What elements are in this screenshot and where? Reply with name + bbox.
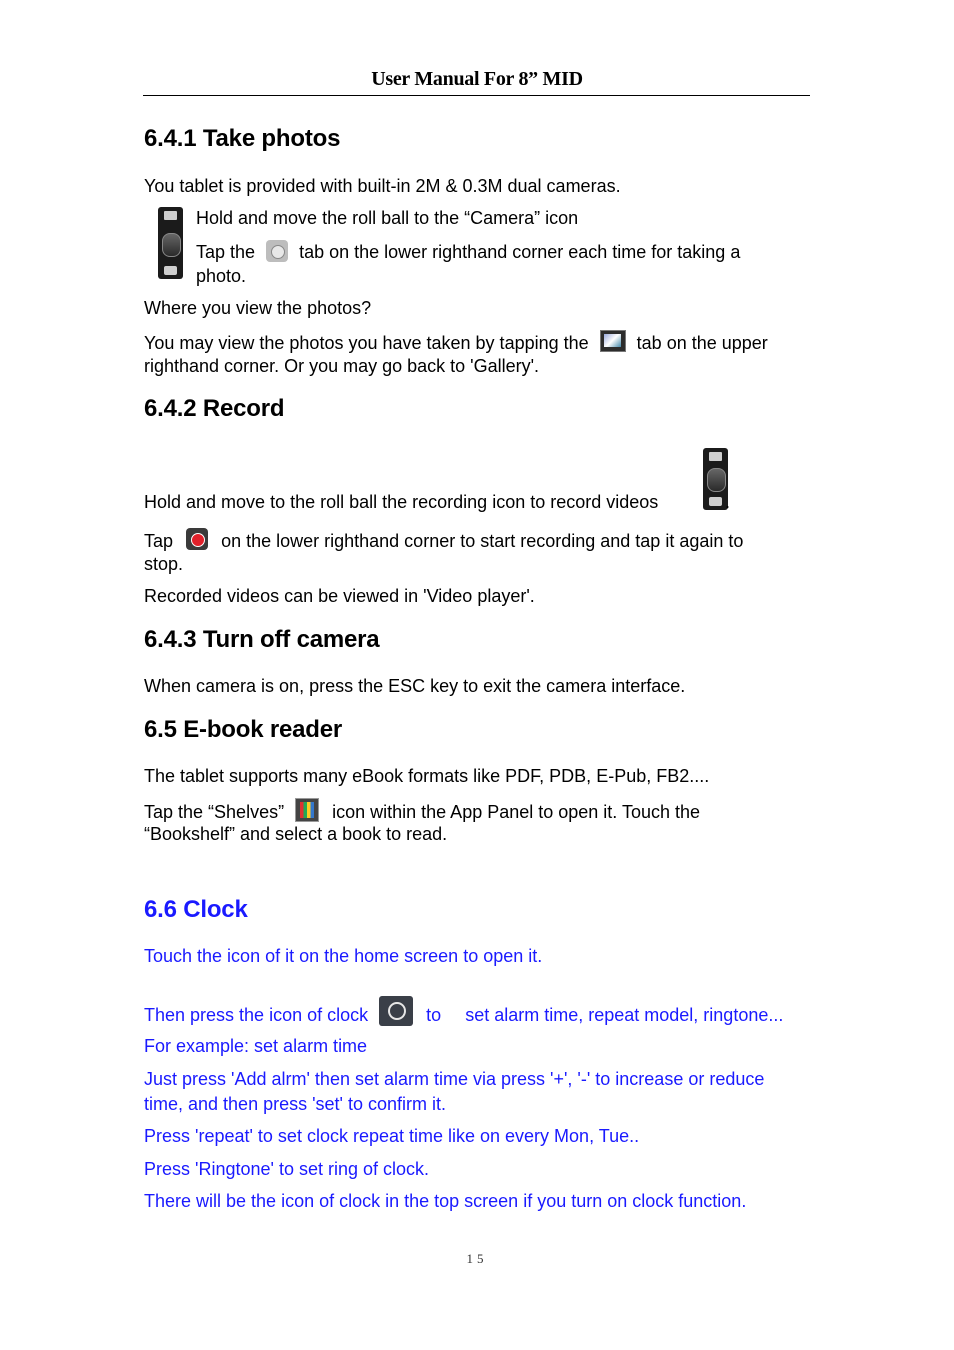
- ebook-line1: The tablet supports many eBook formats like PDF, PDB, E-Pub, FB2....: [144, 766, 710, 786]
- text: Tap the: [196, 242, 256, 262]
- take-photos-view-cont: righthand corner. Or you may go back to 'Gallery'.: [144, 356, 540, 376]
- clock-line1: Touch the icon of it on the home screen to open it.: [144, 946, 543, 966]
- ebook-line2-cont: “Bookshelf” and select a book to read.: [144, 824, 448, 844]
- turn-off-line1: When camera is on, press the ESC key to exit the camera interface.: [144, 676, 686, 696]
- take-photos-intro: You tablet is provided with built-in 2M & 0.3M dual cameras.: [144, 176, 621, 196]
- take-photos-question: Where you view the photos?: [144, 298, 372, 318]
- clock-line5: Press 'repeat' to set clock repeat time like on every Mon, Tue..: [144, 1126, 640, 1146]
- record-viewed: Recorded videos can be viewed in 'Video player'.: [144, 586, 535, 606]
- clock-line3: For example: set alarm time: [144, 1036, 368, 1056]
- text: on the lower righthand corner to start recording and tap it again to: [221, 530, 744, 551]
- text: Then press the icon of clock: [144, 1004, 369, 1025]
- page-number: 15: [466, 1251, 488, 1266]
- alarm-clock-icon: [379, 996, 413, 1026]
- text: You may view the photos you have taken by tapping the: [144, 332, 589, 353]
- text: tab on the lower righthand corner each time for taking a: [299, 242, 741, 262]
- camera-video-switch-icon: [158, 207, 183, 279]
- section-heading-ebook-reader: 6.5 E-book reader: [144, 716, 343, 743]
- text: Tap the “Shelves”: [144, 801, 285, 822]
- clock-line2: [144, 996, 783, 1036]
- clock-line6: Press 'Ringtone' to set ring of clock.: [144, 1159, 430, 1179]
- shelves-icon: [295, 798, 319, 822]
- section-heading-clock: 6.6 Clock: [144, 896, 248, 923]
- record-icon: [186, 528, 208, 550]
- section-heading-turn-off-camera: 6.4.3 Turn off camera: [144, 626, 380, 653]
- record-tap: [144, 528, 743, 556]
- clock-line4: Just press 'Add alrm' then set alarm time via press '+', '-' to increase or reduce: [144, 1069, 765, 1089]
- take-photos-step2-cont: photo.: [196, 266, 247, 286]
- section-heading-record: 6.4.2 Record: [144, 395, 285, 422]
- gallery-icon: [600, 330, 626, 352]
- clock-line7: There will be the icon of clock in the top screen if you turn on clock function.: [144, 1191, 747, 1211]
- take-photos-step2: [196, 240, 740, 266]
- record-tap-cont: stop.: [144, 554, 184, 574]
- section-heading-take-photos: 6.4.1 Take photos: [144, 125, 341, 152]
- text: tab on the upper: [636, 332, 768, 353]
- clock-line4-cont: time, and then press 'set' to confirm it.: [144, 1094, 447, 1114]
- record-line1-end: .: [725, 492, 731, 512]
- page-header-title: User Manual For 8” MID: [371, 68, 583, 90]
- text: to: [426, 1004, 442, 1025]
- text: Tap: [144, 530, 174, 551]
- text: set alarm time, repeat model, ringtone...: [465, 1004, 784, 1025]
- shutter-icon: [266, 240, 288, 262]
- header-divider: [143, 95, 810, 96]
- record-line1: Hold and move to the roll ball the recording icon to record videos: [144, 492, 659, 512]
- take-photos-step1: Hold and move the roll ball to the “Camera” icon: [196, 208, 579, 228]
- text: icon within the App Panel to open it. Touch the: [332, 801, 701, 822]
